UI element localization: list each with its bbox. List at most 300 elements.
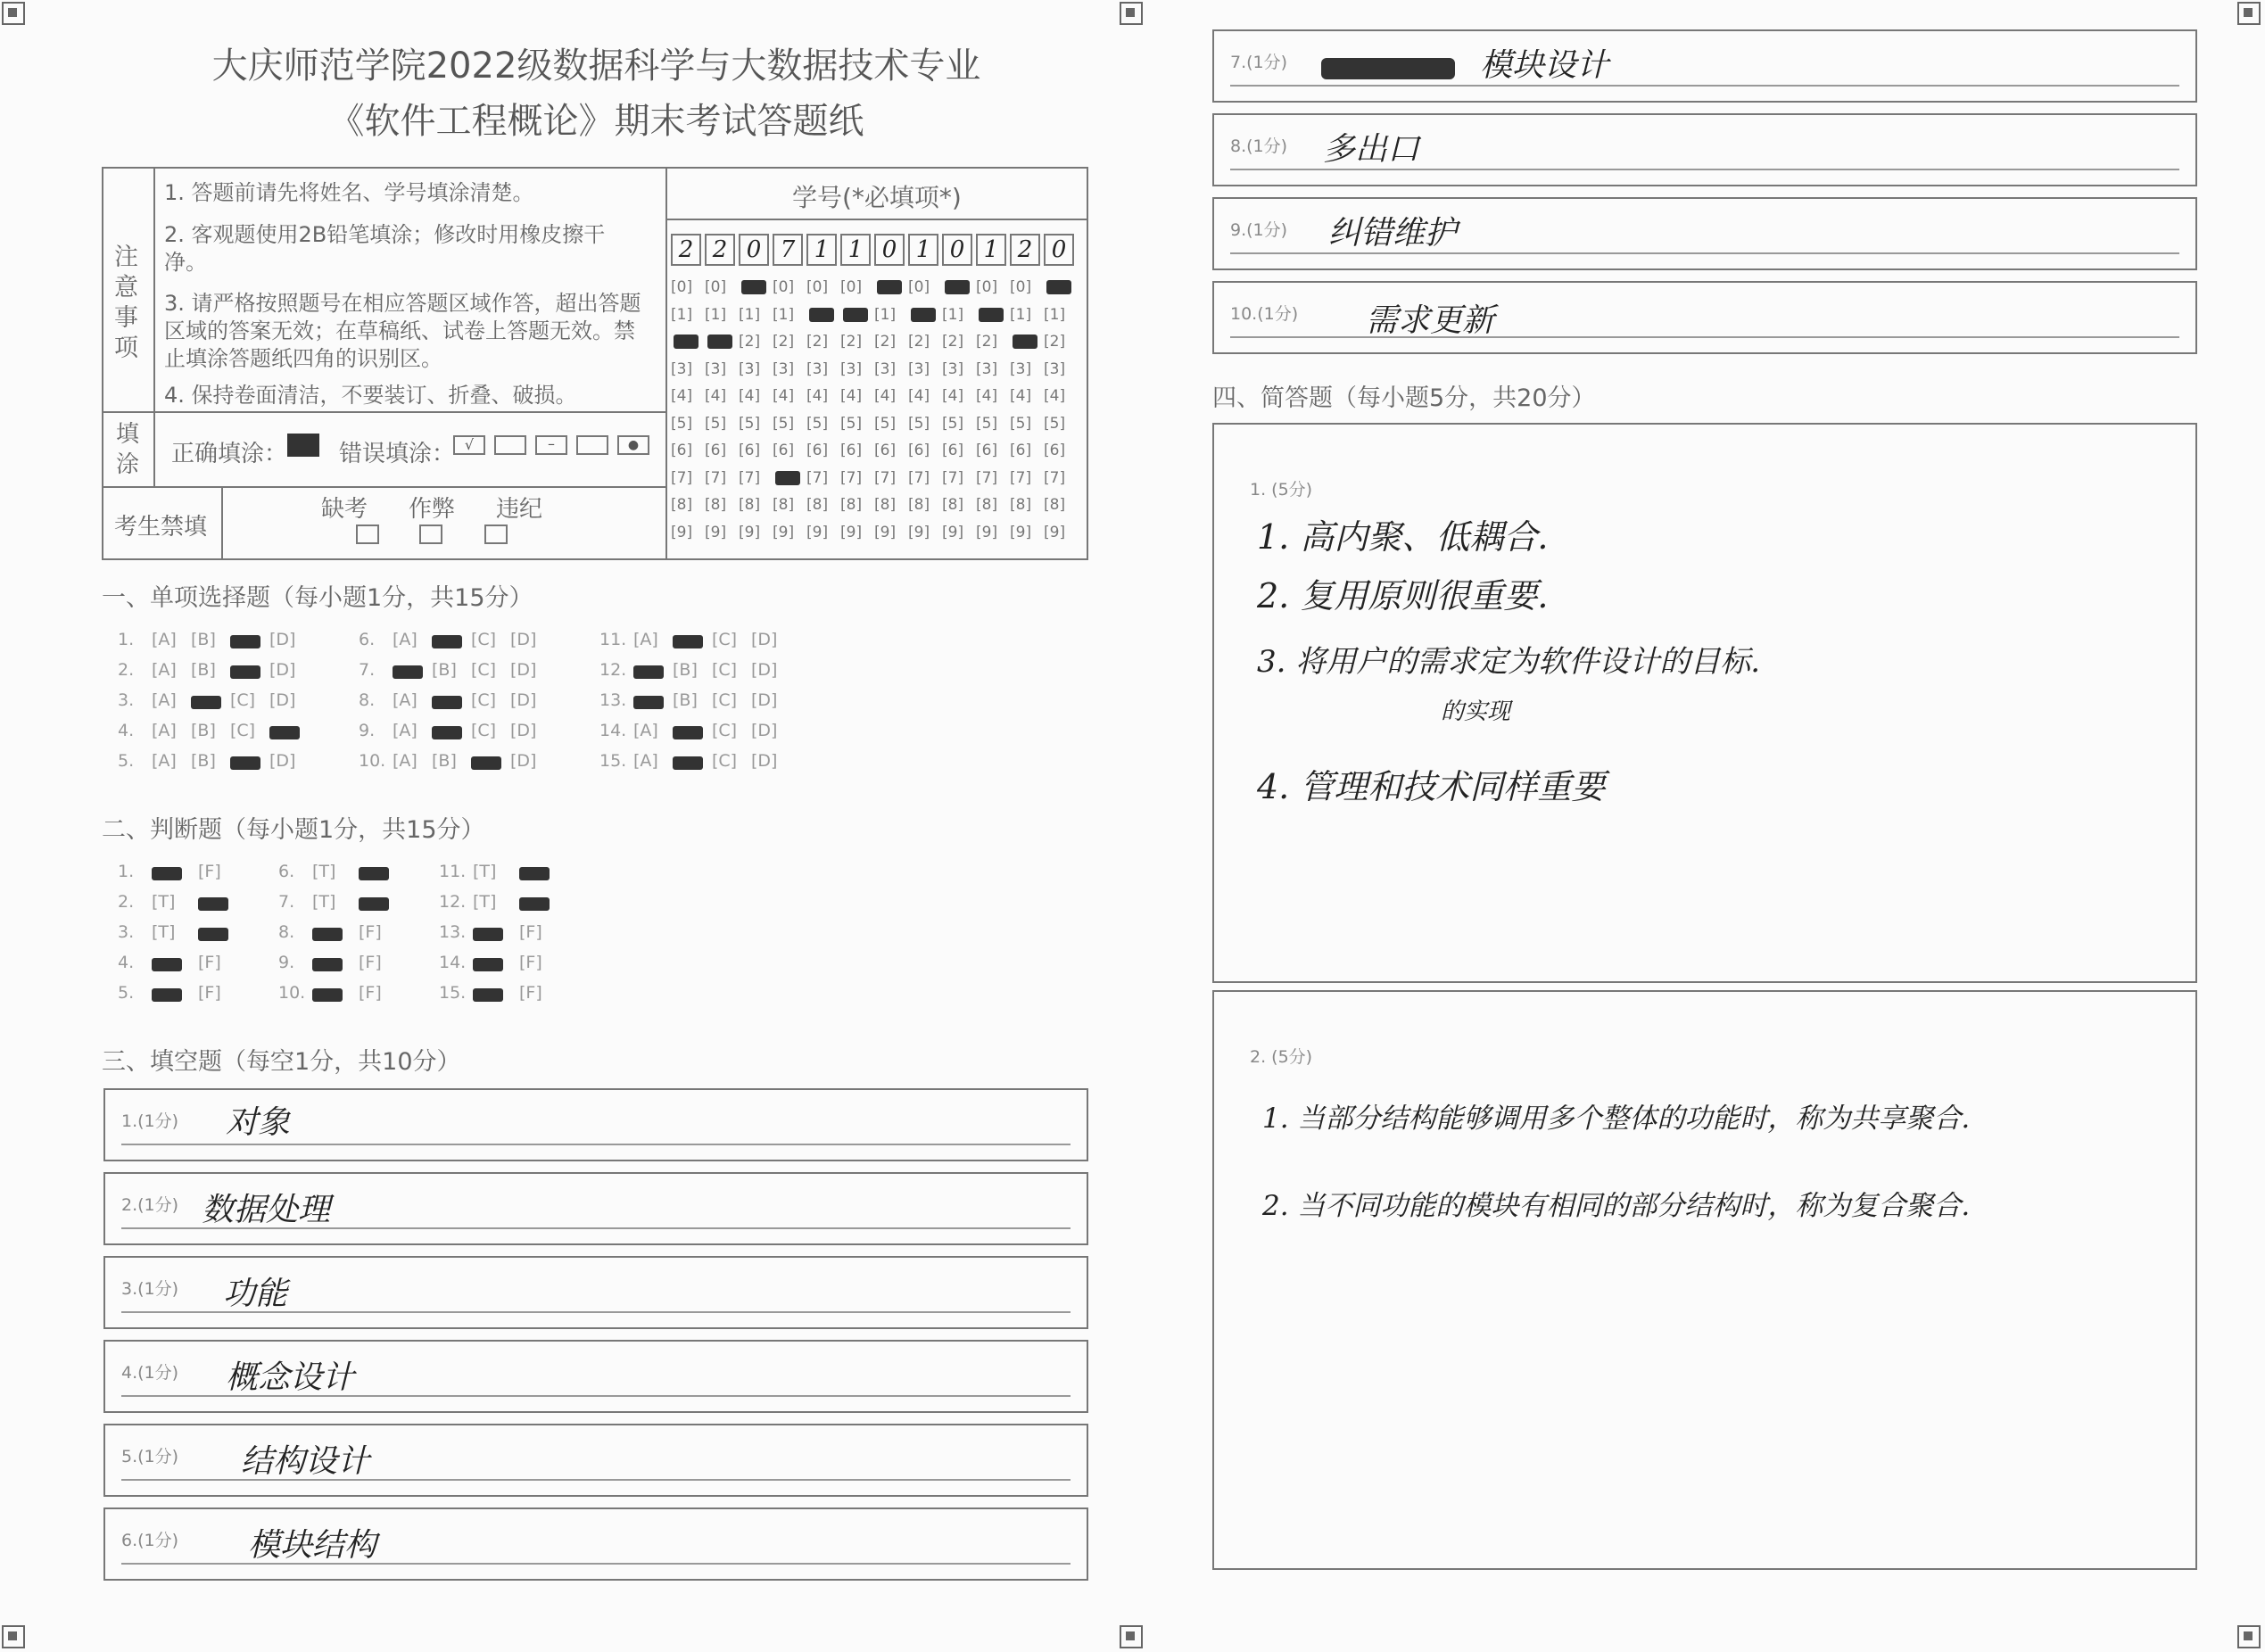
essay-answer-2[interactable] <box>1212 990 2197 1570</box>
bubble-option[interactable]: [5] <box>773 414 795 433</box>
question-number: 9. <box>278 953 295 972</box>
choice-option[interactable]: [C] <box>712 630 738 649</box>
exam-title-line1: 大庆师范学院2022级数据科学与大数据技术专业 <box>211 45 981 87</box>
filled-bubble[interactable] <box>809 308 834 322</box>
choice-option[interactable]: [A] <box>393 721 417 740</box>
fill-answer-number: 9.(1分) <box>1230 220 1288 240</box>
bubble-option[interactable]: [7] <box>705 468 727 487</box>
essay-line: 的实现 <box>1441 698 1511 725</box>
bubble-option[interactable]: [2] <box>908 333 930 351</box>
choice-option[interactable]: [A] <box>393 690 417 710</box>
filled-bubble[interactable] <box>911 308 936 322</box>
fill-answer-2[interactable] <box>103 1172 1088 1245</box>
choice-option[interactable]: [T] <box>312 892 336 912</box>
student-id-digit: 2 <box>705 234 735 266</box>
bubble-option[interactable]: [3] <box>671 359 693 378</box>
choice-option[interactable]: [B] <box>432 751 457 771</box>
question-number: 11. <box>439 862 467 881</box>
choice-option[interactable]: [A] <box>152 660 177 680</box>
bubble-option[interactable]: [7] <box>1044 468 1066 487</box>
question-number: 15. <box>599 751 627 771</box>
bubble-option[interactable]: [3] <box>806 359 829 378</box>
choice-option[interactable]: [B] <box>191 721 216 740</box>
answer-line <box>121 1395 1071 1397</box>
bubble-option[interactable]: [1] <box>942 305 964 324</box>
filled-choice[interactable] <box>152 863 182 883</box>
filled-choice[interactable] <box>230 632 260 651</box>
student-id-label: 学号(*必填项*) <box>792 183 962 212</box>
violate-label: 违纪 <box>496 496 543 523</box>
fill-answer-5[interactable] <box>103 1424 1088 1497</box>
bubble-option[interactable]: [1] <box>1044 305 1066 324</box>
bubble-option[interactable]: [2] <box>806 333 829 351</box>
bubble-option[interactable]: [1] <box>705 305 727 324</box>
bubble-option[interactable]: [6] <box>773 442 795 459</box>
bubble-option[interactable]: [8] <box>1044 496 1066 514</box>
bubble-option[interactable]: [8] <box>840 496 863 514</box>
choice-option[interactable]: [D] <box>751 660 778 680</box>
fill-answer-10[interactable] <box>1212 281 2197 354</box>
bubble-option[interactable]: [3] <box>1044 359 1066 378</box>
corner-mark-bottom-center <box>1120 1625 1143 1648</box>
bubble-option[interactable]: [8] <box>908 496 930 514</box>
essay-number: 1. (5分) <box>1250 480 1313 500</box>
filled-choice[interactable] <box>432 723 462 742</box>
filled-choice[interactable] <box>198 924 228 944</box>
filled-choice[interactable] <box>312 924 343 944</box>
bubble-option[interactable]: [6] <box>1010 442 1032 459</box>
filled-bubble[interactable] <box>775 471 800 485</box>
note-4: 4. 保持卷面清洁，不要装订、折叠、破损。 <box>164 383 577 408</box>
bubble-option[interactable]: [9] <box>1044 523 1066 541</box>
bubble-option[interactable]: [4] <box>908 387 930 405</box>
choice-option[interactable]: [F] <box>198 953 221 972</box>
choice-option[interactable]: [D] <box>269 690 296 710</box>
bubble-option[interactable]: [8] <box>976 496 998 514</box>
choice-option[interactable]: [D] <box>751 630 778 649</box>
answer-line <box>1230 85 2179 87</box>
question-number: 8. <box>278 922 295 942</box>
bubble-option[interactable]: [4] <box>942 387 964 405</box>
bubble-option[interactable]: [6] <box>1044 442 1066 459</box>
bubble-option[interactable]: [4] <box>840 387 863 405</box>
bubble-option[interactable]: [6] <box>705 442 727 459</box>
bubble-option[interactable]: [7] <box>942 468 964 487</box>
choice-option[interactable]: [C] <box>712 751 738 771</box>
question-number: 5. <box>118 751 135 771</box>
student-id-digit: 1 <box>976 234 1006 266</box>
bubble-option[interactable]: [2] <box>739 333 761 351</box>
essay-line: 2. 复用原则很重要. <box>1257 576 1549 615</box>
cheat-checkbox[interactable] <box>419 525 442 544</box>
bubble-option[interactable]: [9] <box>976 523 998 541</box>
choice-option[interactable]: [F] <box>198 983 221 1003</box>
violate-checkbox[interactable] <box>484 525 508 544</box>
bubble-option[interactable]: [3] <box>942 359 964 378</box>
question-number: 5. <box>118 983 135 1003</box>
correct-fill-label: 正确填涂： <box>171 441 288 467</box>
fill-answer-text: 纠错维护 <box>1328 215 1458 252</box>
choice-option[interactable]: [T] <box>312 862 336 881</box>
filled-choice[interactable] <box>473 954 503 974</box>
bubble-option[interactable]: [5] <box>840 414 863 433</box>
bubble-option[interactable]: [3] <box>908 359 930 378</box>
bubble-option[interactable]: [8] <box>874 496 897 514</box>
choice-option[interactable]: [F] <box>359 953 382 972</box>
bubble-option[interactable]: [8] <box>671 496 693 514</box>
filled-bubble[interactable] <box>674 335 699 349</box>
choice-option[interactable]: [D] <box>510 660 537 680</box>
bubble-option[interactable]: [5] <box>1010 414 1032 433</box>
filled-choice[interactable] <box>152 985 182 1004</box>
student-id-digit: 0 <box>739 234 769 266</box>
choice-option[interactable]: [B] <box>191 660 216 680</box>
filled-bubble[interactable] <box>707 335 732 349</box>
filled-bubble[interactable] <box>979 308 1004 322</box>
section1-title: 一、单项选择题（每小题1分，共15分） <box>102 584 533 612</box>
fill-answer-8[interactable] <box>1212 113 2197 186</box>
choice-option[interactable]: [C] <box>471 721 497 740</box>
bubble-option[interactable]: [6] <box>942 442 964 459</box>
bubble-option[interactable]: [6] <box>739 442 761 459</box>
bubble-option[interactable]: [5] <box>705 414 727 433</box>
question-number: 6. <box>359 630 376 649</box>
student-id-digit: 1 <box>806 234 837 266</box>
choice-option[interactable]: [A] <box>633 721 658 740</box>
fill-answer-7[interactable] <box>1212 29 2197 103</box>
question-number: 11. <box>599 630 627 649</box>
student-id-digit: 0 <box>874 234 905 266</box>
bubble-option[interactable]: [9] <box>739 523 761 541</box>
bubble-option[interactable]: [7] <box>840 468 863 487</box>
bubble-option[interactable]: [1] <box>671 305 693 324</box>
bubble-option[interactable]: [7] <box>739 468 761 487</box>
filled-choice[interactable] <box>633 692 664 712</box>
fill-answer-number: 7.(1分) <box>1230 53 1288 72</box>
choice-option[interactable]: [F] <box>519 922 542 942</box>
bubble-option[interactable]: [4] <box>874 387 897 405</box>
bubble-option[interactable]: [7] <box>908 468 930 487</box>
question-number: 12. <box>599 660 627 680</box>
bubble-option[interactable]: [3] <box>976 359 998 378</box>
choice-option[interactable]: [T] <box>152 892 176 912</box>
choice-option[interactable]: [F] <box>519 983 542 1003</box>
bubble-option[interactable]: [2] <box>976 333 998 351</box>
bubble-option[interactable]: [4] <box>773 387 795 405</box>
bubble-option[interactable]: [9] <box>705 523 727 541</box>
filled-choice[interactable] <box>471 753 501 772</box>
corner-mark-top-center <box>1120 2 1143 25</box>
filled-choice[interactable] <box>673 723 703 742</box>
filled-bubble[interactable] <box>1013 335 1037 349</box>
question-number: 13. <box>599 690 627 710</box>
bubble-option[interactable]: [4] <box>1044 387 1066 405</box>
bubble-option[interactable]: [7] <box>976 468 998 487</box>
bubble-option[interactable]: [1] <box>739 305 761 324</box>
filled-choice[interactable] <box>312 954 343 974</box>
filled-choice[interactable] <box>393 662 423 681</box>
bubble-option[interactable]: [0] <box>908 278 930 296</box>
bubble-option[interactable]: [0] <box>705 278 727 296</box>
bubble-option[interactable]: [8] <box>806 496 829 514</box>
bubble-option[interactable]: [0] <box>840 278 863 296</box>
bubble-option[interactable]: [3] <box>874 359 897 378</box>
bubble-option[interactable]: [0] <box>806 278 829 296</box>
bubble-option[interactable]: [6] <box>976 442 998 459</box>
student-id-digit: 7 <box>773 234 803 266</box>
bubble-option[interactable]: [5] <box>976 414 998 433</box>
choice-option[interactable]: [B] <box>191 751 216 771</box>
fill-answer-3[interactable] <box>103 1256 1088 1329</box>
essay-line: 2. 当不同功能的模块有相同的部分结构时，称为复合聚合. <box>1262 1190 1971 1222</box>
question-number: 7. <box>278 892 295 912</box>
fill-answer-text: 模块设计 <box>1480 47 1609 84</box>
essay-line: 3. 将用户的需求定为软件设计的目标. <box>1257 644 1761 680</box>
filled-choice[interactable] <box>519 863 550 883</box>
choice-option[interactable]: [D] <box>510 690 537 710</box>
fill-answer-6[interactable] <box>103 1507 1088 1581</box>
question-number: 2. <box>118 892 135 912</box>
wrong-fill-half-icon <box>494 435 526 455</box>
filled-choice[interactable] <box>230 662 260 681</box>
filled-choice[interactable] <box>198 894 228 913</box>
bubble-option[interactable]: [9] <box>942 523 964 541</box>
bubble-option[interactable]: [9] <box>908 523 930 541</box>
bubble-option[interactable]: [9] <box>840 523 863 541</box>
choice-option[interactable]: [T] <box>473 892 497 912</box>
filled-choice[interactable] <box>230 753 260 772</box>
filled-choice[interactable] <box>473 985 503 1004</box>
question-number: 1. <box>118 862 135 881</box>
bubble-option[interactable]: [7] <box>806 468 829 487</box>
filled-choice[interactable] <box>191 692 221 712</box>
bubble-option[interactable]: [8] <box>705 496 727 514</box>
bubble-option[interactable]: [3] <box>840 359 863 378</box>
bubble-option[interactable]: [4] <box>806 387 829 405</box>
filled-choice[interactable] <box>312 985 343 1004</box>
bubble-option[interactable]: [6] <box>908 442 930 459</box>
question-number: 1. <box>118 630 135 649</box>
bubble-option[interactable]: [9] <box>773 523 795 541</box>
bubble-option[interactable]: [6] <box>840 442 863 459</box>
filled-bubble[interactable] <box>1046 280 1071 294</box>
bubble-option[interactable]: [4] <box>705 387 727 405</box>
bubble-option[interactable]: [2] <box>874 333 897 351</box>
bubble-option[interactable]: [1] <box>1010 305 1032 324</box>
choice-option[interactable]: [D] <box>751 721 778 740</box>
student-id-digit: 1 <box>908 234 938 266</box>
question-number: 8. <box>359 690 376 710</box>
bubble-option[interactable]: [3] <box>1010 359 1032 378</box>
filled-choice[interactable] <box>473 924 503 944</box>
filled-choice[interactable] <box>269 723 300 742</box>
bubble-option[interactable]: [5] <box>908 414 930 433</box>
choice-option[interactable]: [D] <box>269 751 296 771</box>
choice-option[interactable]: [D] <box>269 630 296 649</box>
bubble-option[interactable]: [7] <box>874 468 897 487</box>
answer-line <box>121 1144 1071 1145</box>
bubble-option[interactable]: [4] <box>671 387 693 405</box>
choice-option[interactable]: [B] <box>432 660 457 680</box>
choice-option[interactable]: [F] <box>359 922 382 942</box>
choice-option[interactable]: [F] <box>198 862 221 881</box>
choice-option[interactable]: [C] <box>230 690 256 710</box>
choice-option[interactable]: [T] <box>473 862 497 881</box>
fill-answer-text: 概念设计 <box>226 1359 355 1396</box>
bubble-option[interactable]: [5] <box>942 414 964 433</box>
bubble-option[interactable]: [6] <box>874 442 897 459</box>
bubble-option[interactable]: [2] <box>1044 333 1066 351</box>
choice-option[interactable]: [F] <box>519 953 542 972</box>
bubble-option[interactable]: [0] <box>671 278 693 296</box>
essay-answer-1[interactable] <box>1212 423 2197 983</box>
essay-line: 4. 管理和技术同样重要 <box>1257 767 1606 806</box>
bubble-option[interactable]: [4] <box>976 387 998 405</box>
choice-option[interactable]: [A] <box>633 751 658 771</box>
filled-choice[interactable] <box>673 632 703 651</box>
bubble-option[interactable]: [0] <box>976 278 998 296</box>
filled-choice[interactable] <box>152 954 182 974</box>
filled-choice[interactable] <box>633 662 664 681</box>
bubble-option[interactable]: [7] <box>671 468 693 487</box>
section4-title: 四、简答题（每小题5分，共20分） <box>1212 384 1596 412</box>
bubble-option[interactable]: [5] <box>739 414 761 433</box>
bubble-option[interactable]: [3] <box>705 359 727 378</box>
choice-option[interactable]: [C] <box>230 721 256 740</box>
filled-bubble[interactable] <box>945 280 970 294</box>
bubble-option[interactable]: [4] <box>1010 387 1032 405</box>
filled-bubble[interactable] <box>741 280 766 294</box>
filled-choice[interactable] <box>519 894 550 913</box>
answer-line <box>121 1227 1071 1229</box>
bubble-option[interactable]: [5] <box>874 414 897 433</box>
note-3: 3. 请严格按照题号在相应答题区域作答，超出答题区域的答案无效；在草稿纸、试卷上答题无效。禁止填涂答题纸四角的识别区。 <box>164 291 641 371</box>
choice-option[interactable]: [C] <box>471 660 497 680</box>
choice-option[interactable]: [D] <box>510 751 537 771</box>
choice-option[interactable]: [D] <box>751 751 778 771</box>
notes-label: 注意事项 <box>114 244 138 362</box>
bubble-option[interactable]: [8] <box>773 496 795 514</box>
choice-option[interactable]: [A] <box>633 630 658 649</box>
bubble-option[interactable]: [5] <box>671 414 693 433</box>
bubble-option[interactable]: [8] <box>942 496 964 514</box>
filled-choice[interactable] <box>359 863 389 883</box>
bubble-option[interactable]: [1] <box>773 305 795 324</box>
fill-answer-text: 对象 <box>226 1104 291 1141</box>
filled-choice[interactable] <box>432 692 462 712</box>
question-number: 14. <box>599 721 627 740</box>
exam-title-line2: 《软件工程概论》期末考试答题纸 <box>328 101 864 142</box>
bubble-option[interactable]: [3] <box>739 359 761 378</box>
fill-answer-text: 模块结构 <box>248 1527 377 1564</box>
fill-answer-9[interactable] <box>1212 197 2197 270</box>
corner-mark-top-left <box>2 2 25 25</box>
choice-option[interactable]: [C] <box>471 690 497 710</box>
absent-checkbox[interactable] <box>356 525 379 544</box>
choice-option[interactable]: [D] <box>751 690 778 710</box>
choice-option[interactable]: [A] <box>393 630 417 649</box>
choice-option[interactable]: [A] <box>152 690 177 710</box>
choice-option[interactable]: [D] <box>269 660 296 680</box>
bubble-option[interactable]: [0] <box>1010 278 1032 296</box>
question-number: 3. <box>118 922 135 942</box>
filled-choice[interactable] <box>432 632 462 651</box>
bubble-option[interactable]: [1] <box>874 305 897 324</box>
fill-answer-text: 数据处理 <box>202 1192 331 1228</box>
bubble-option[interactable]: [9] <box>874 523 897 541</box>
answer-line <box>121 1311 1071 1313</box>
choice-option[interactable]: [C] <box>712 660 738 680</box>
fill-answer-number: 2.(1分) <box>121 1195 179 1215</box>
fill-label: 填涂 <box>116 421 140 478</box>
choice-option[interactable]: [A] <box>152 751 177 771</box>
choice-option[interactable]: [F] <box>359 983 382 1003</box>
fill-answer-text: 多出口 <box>1323 131 1420 168</box>
choice-option[interactable]: [C] <box>471 630 497 649</box>
filled-choice[interactable] <box>359 894 389 913</box>
forbid-label: 考生禁填 <box>114 514 208 541</box>
student-id-digit: 2 <box>671 234 701 266</box>
student-id-digit: 0 <box>1044 234 1074 266</box>
bubble-option[interactable]: [3] <box>773 359 795 378</box>
choice-option[interactable]: [C] <box>712 721 738 740</box>
filled-bubble[interactable] <box>843 308 868 322</box>
fill-answer-number: 3.(1分) <box>121 1279 179 1299</box>
fill-answer-number: 4.(1分) <box>121 1363 179 1383</box>
fill-answer-text: 需求更新 <box>1366 302 1495 339</box>
question-number: 6. <box>278 862 295 881</box>
bubble-option[interactable]: [6] <box>806 442 829 459</box>
choice-option[interactable]: [A] <box>152 630 177 649</box>
choice-option[interactable]: [B] <box>673 690 698 710</box>
fill-answer-1[interactable] <box>103 1088 1088 1161</box>
answer-line <box>121 1479 1071 1481</box>
question-number: 4. <box>118 721 135 740</box>
bubble-option[interactable]: [9] <box>806 523 829 541</box>
correct-fill-sample <box>287 434 319 457</box>
choice-option[interactable]: [A] <box>393 751 417 771</box>
bubble-option[interactable]: [8] <box>1010 496 1032 514</box>
bubble-option[interactable]: [7] <box>1010 468 1032 487</box>
bubble-option[interactable]: [4] <box>739 387 761 405</box>
bubble-option[interactable]: [2] <box>840 333 863 351</box>
bubble-option[interactable]: [9] <box>1010 523 1032 541</box>
bubble-option[interactable]: [6] <box>671 442 693 459</box>
bubble-option[interactable]: [5] <box>1044 414 1066 433</box>
choice-option[interactable]: [B] <box>191 630 216 649</box>
filled-bubble[interactable] <box>877 280 902 294</box>
choice-option[interactable]: [T] <box>152 922 176 942</box>
choice-option[interactable]: [D] <box>510 721 537 740</box>
bubble-option[interactable]: [9] <box>671 523 693 541</box>
essay-line: 1. 当部分结构能够调用多个整体的功能时，称为共享聚合. <box>1262 1103 1971 1135</box>
bubble-option[interactable]: [2] <box>942 333 964 351</box>
bubble-option[interactable]: [5] <box>806 414 829 433</box>
bubble-option[interactable]: [8] <box>739 496 761 514</box>
choice-option[interactable]: [B] <box>673 660 698 680</box>
corner-mark-bottom-left <box>2 1625 25 1648</box>
choice-option[interactable]: [C] <box>712 690 738 710</box>
choice-option[interactable]: [A] <box>152 721 177 740</box>
wrong-fill-check-icon: √ <box>453 435 485 455</box>
fill-answer-4[interactable] <box>103 1340 1088 1413</box>
question-number: 12. <box>439 892 467 912</box>
filled-choice[interactable] <box>673 753 703 772</box>
choice-option[interactable]: [D] <box>510 630 537 649</box>
bubble-option[interactable]: [2] <box>773 333 795 351</box>
section2-title: 二、判断题（每小题1分，共15分） <box>102 816 485 844</box>
bubble-option[interactable]: [0] <box>773 278 795 296</box>
